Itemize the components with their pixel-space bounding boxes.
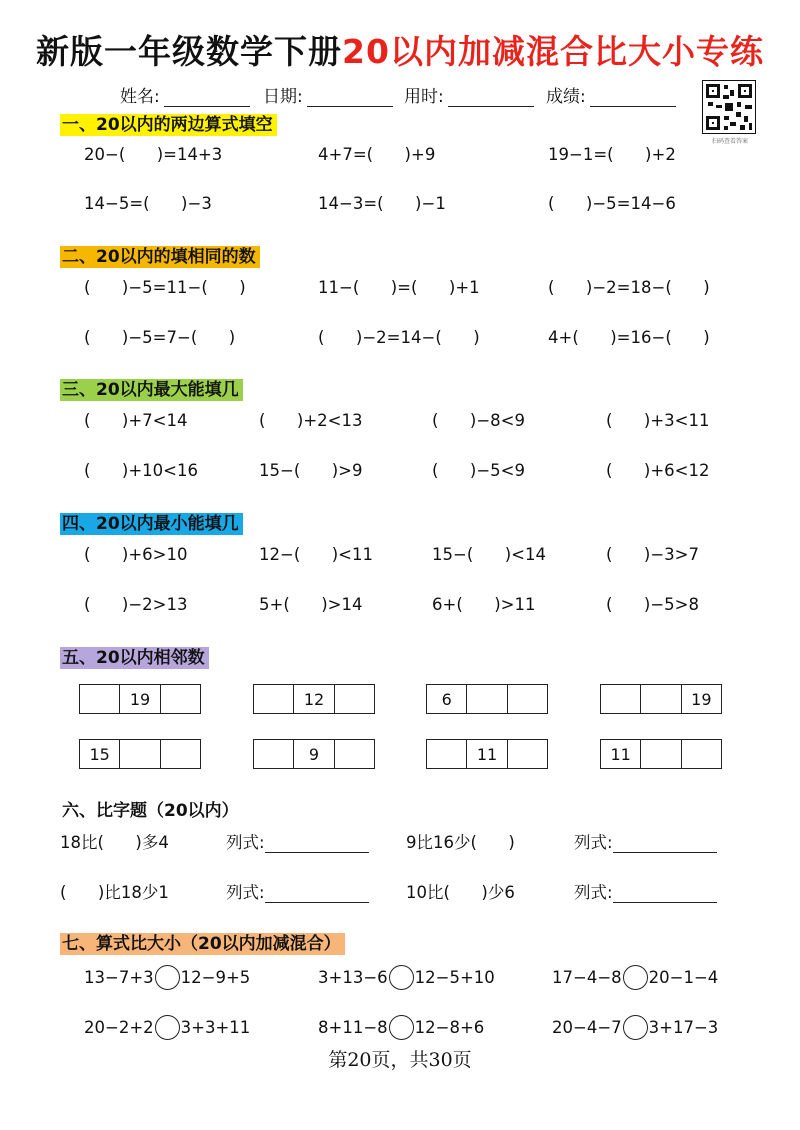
s4-item-8[interactable]: ( )−5>8 xyxy=(606,595,699,614)
s3-item-6[interactable]: 15−( )>9 xyxy=(259,461,363,480)
neighbor-row-8 xyxy=(600,739,722,769)
section-4-heading: 四、20以内最小能填几 xyxy=(60,513,243,535)
neighbor-box[interactable]: 11 xyxy=(610,744,631,764)
neighbor-box[interactable] xyxy=(466,685,506,713)
s3-item-7[interactable]: ( )−5<9 xyxy=(432,461,525,480)
qr-code-icon[interactable] xyxy=(702,80,756,134)
section-1-heading: 一、20以内的两边算式填空 xyxy=(60,114,277,136)
neighbor-box[interactable] xyxy=(681,740,721,768)
s4-item-1[interactable]: ( )+6>10 xyxy=(84,545,188,564)
s4-item-2[interactable]: 12−( )<11 xyxy=(259,545,373,564)
neighbor-row-6 xyxy=(253,739,375,769)
title-part-2: 20以内加减混合比大小专练 xyxy=(342,32,764,71)
s1-item-4[interactable]: 14−5=( )−3 xyxy=(84,194,212,213)
s4-item-3[interactable]: 15−( )<14 xyxy=(432,545,546,564)
neighbor-box[interactable] xyxy=(80,685,119,713)
compare-item-5: 8+11−8 12−8+6 xyxy=(318,1013,484,1041)
s3-item-3[interactable]: ( )−8<9 xyxy=(432,411,525,430)
compare-circle[interactable] xyxy=(623,1015,648,1040)
compare-circle[interactable] xyxy=(155,965,180,990)
neighbor-row-4 xyxy=(600,684,722,714)
s6-item-1[interactable]: 18比( )多4 xyxy=(60,833,169,852)
neighbor-box[interactable]: 11 xyxy=(466,740,506,768)
score-field[interactable]: 成绩: xyxy=(546,82,676,107)
s1-item-6[interactable]: ( )−5=14−6 xyxy=(548,194,676,213)
qr-caption: 扫码查看答案 xyxy=(711,138,748,144)
neighbor-box[interactable] xyxy=(334,740,374,768)
neighbor-row-5 xyxy=(79,739,201,769)
neighbor-box[interactable] xyxy=(334,685,374,713)
section-3-heading: 三、20以内最大能填几 xyxy=(60,379,243,401)
neighbor-row-1 xyxy=(79,684,201,714)
neighbor-row-3 xyxy=(426,684,548,714)
name-field[interactable]: 姓名: xyxy=(120,82,250,107)
neighbor-box[interactable] xyxy=(507,740,547,768)
s1-item-3[interactable]: 19−1=( )+2 xyxy=(548,145,676,164)
s2-item-4[interactable]: ( )−5=7−( ) xyxy=(84,328,236,347)
section-2-heading: 二、20以内的填相同的数 xyxy=(60,246,260,268)
neighbor-box[interactable] xyxy=(160,740,200,768)
s6-formula-1[interactable]: 列式: xyxy=(226,833,369,853)
neighbor-box[interactable] xyxy=(254,685,293,713)
neighbor-box[interactable]: 19 xyxy=(119,685,159,713)
neighbor-box[interactable]: 6 xyxy=(441,689,452,709)
score-blank[interactable] xyxy=(590,88,676,107)
compare-circle[interactable] xyxy=(389,965,414,990)
neighbor-box[interactable]: 19 xyxy=(681,685,721,713)
s3-item-8[interactable]: ( )+6<12 xyxy=(606,461,710,480)
s3-item-5[interactable]: ( )+10<16 xyxy=(84,461,198,480)
s4-item-7[interactable]: 6+( )>11 xyxy=(432,595,536,614)
neighbor-box[interactable] xyxy=(601,685,640,713)
s6-item-2[interactable]: 9比16少( ) xyxy=(406,833,515,852)
s2-item-6[interactable]: 4+( )=16−( ) xyxy=(548,328,710,347)
s4-item-5[interactable]: ( )−2>13 xyxy=(84,595,188,614)
s1-item-2[interactable]: 4+7=( )+9 xyxy=(318,145,436,164)
date-field[interactable]: 日期: xyxy=(263,82,393,107)
compare-item-6: 20−4−7 3+17−3 xyxy=(552,1013,718,1041)
neighbor-box[interactable] xyxy=(254,740,293,768)
time-used-blank[interactable] xyxy=(448,88,534,107)
neighbor-box[interactable] xyxy=(160,685,200,713)
neighbor-box[interactable]: 12 xyxy=(293,685,333,713)
neighbor-row-2 xyxy=(253,684,375,714)
neighbor-box[interactable]: 9 xyxy=(293,740,333,768)
neighbor-box[interactable] xyxy=(640,740,680,768)
s6-formula-3[interactable]: 列式: xyxy=(226,883,369,903)
name-blank[interactable] xyxy=(164,88,250,107)
section-7-heading: 七、算式比大小（20以内加减混合） xyxy=(60,933,345,955)
section-6-heading: 六、比字题（20以内） xyxy=(62,801,239,821)
date-blank[interactable] xyxy=(307,88,393,107)
s6-formula-2[interactable]: 列式: xyxy=(574,833,717,853)
neighbor-box[interactable] xyxy=(640,685,680,713)
s2-item-2[interactable]: 11−( )=( )+1 xyxy=(318,278,480,297)
neighbor-box[interactable] xyxy=(427,740,466,768)
s1-item-1[interactable]: 20−( )=14+3 xyxy=(84,145,223,164)
s4-item-4[interactable]: ( )−3>7 xyxy=(606,545,699,564)
title-part-1: 新版一年级数学下册 xyxy=(36,32,343,71)
compare-circle[interactable] xyxy=(389,1015,414,1040)
page-number-footer: 第20页，共30页 xyxy=(328,1049,472,1071)
compare-item-3: 17−4−8 20−1−4 xyxy=(552,963,718,991)
s1-item-5[interactable]: 14−3=( )−1 xyxy=(318,194,446,213)
compare-circle[interactable] xyxy=(623,965,648,990)
s6-item-3[interactable]: ( )比18少1 xyxy=(60,883,169,902)
s6-formula-4[interactable]: 列式: xyxy=(574,883,717,903)
neighbor-box[interactable] xyxy=(119,740,159,768)
s3-item-4[interactable]: ( )+3<11 xyxy=(606,411,710,430)
s4-item-6[interactable]: 5+( )>14 xyxy=(259,595,363,614)
page-title xyxy=(0,26,800,73)
s6-item-4[interactable]: 10比( )少6 xyxy=(406,883,515,902)
s3-item-1[interactable]: ( )+7<14 xyxy=(84,411,188,430)
neighbor-row-7 xyxy=(426,739,548,769)
time-used-field[interactable]: 用时: xyxy=(404,82,534,107)
s3-item-2[interactable]: ( )+2<13 xyxy=(259,411,363,430)
compare-item-4: 20−2+2 3+3+11 xyxy=(84,1013,250,1041)
s2-item-5[interactable]: ( )−2=14−( ) xyxy=(318,328,480,347)
s2-item-3[interactable]: ( )−2=18−( ) xyxy=(548,278,710,297)
compare-circle[interactable] xyxy=(155,1015,180,1040)
compare-item-1: 13−7+3 12−9+5 xyxy=(84,963,250,991)
s2-item-1[interactable]: ( )−5=11−( ) xyxy=(84,278,246,297)
compare-item-2: 3+13−6 12−5+10 xyxy=(318,963,495,991)
neighbor-box[interactable] xyxy=(507,685,547,713)
neighbor-box[interactable]: 15 xyxy=(89,744,110,764)
section-5-heading: 五、20以内相邻数 xyxy=(60,647,209,669)
